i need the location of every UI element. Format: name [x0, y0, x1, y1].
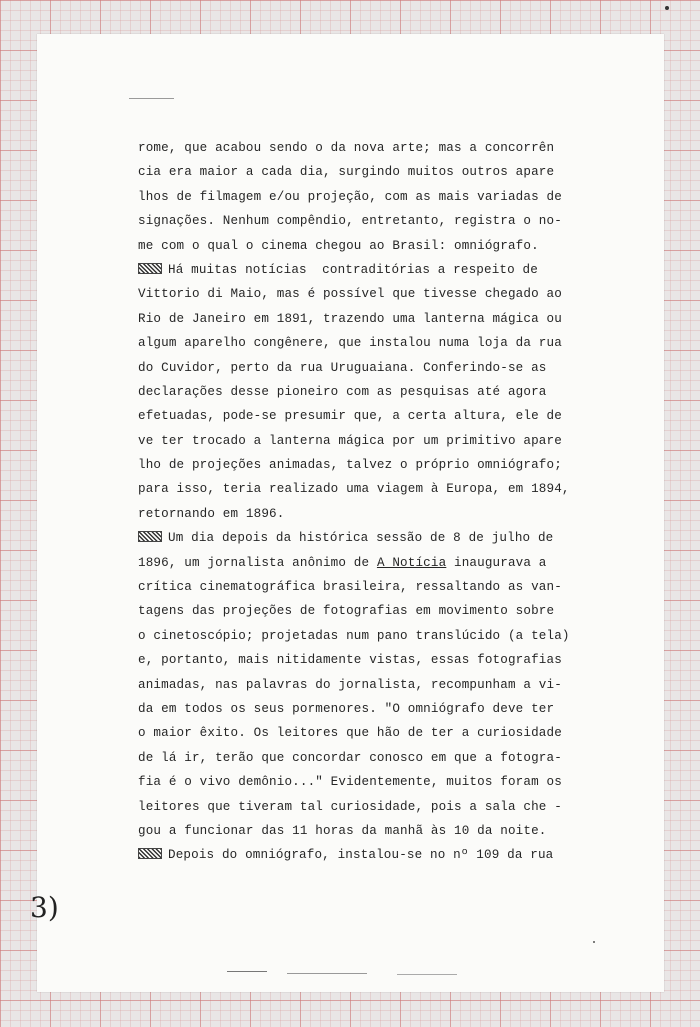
text-line: ve ter trocado a lanterna mágica por um primitivo apare	[138, 433, 562, 448]
text-line: animadas, nas palavras do jornalista, recompunham a vi-	[138, 677, 562, 692]
text-line: cia era maior a cada dia, surgindo muitos outros apare	[138, 165, 555, 180]
text-line	[138, 551, 610, 575]
newspaper-title: A Notícia	[376, 555, 447, 570]
text-line	[138, 843, 610, 867]
text-line: gou a funcionar das 11 horas da manhã às 10 da noite.	[138, 823, 547, 838]
text-line: rome, que acabou sendo o da nova arte; mas a concorrên	[138, 141, 555, 155]
text-line: do Cuvidor, perto da rua Uruguaiana. Conferindo-se as	[138, 360, 547, 375]
text-line	[138, 526, 610, 550]
text-line: leitores que tiveram tal curiosidade, pois a sala che -	[138, 799, 562, 814]
text-line: signações. Nenhum compêndio, entretanto, registra o no-	[138, 214, 562, 229]
text-run: Há muitas notícias contraditórias a respeito de	[168, 262, 538, 277]
text-line: o cinetoscópio; projetadas num pano translúcido (a tela)	[138, 628, 570, 643]
stray-mark	[129, 98, 174, 99]
text-line: lho de projeções animadas, talvez o próprio omniógrafo;	[138, 458, 562, 473]
text-run: Um dia depois da histórica sessão de 8 de julho de	[168, 531, 554, 546]
text-line: declarações desse pioneiro com as pesquisas até agora	[138, 384, 547, 399]
text-line: da em todos os seus pormenores. "O omniógrafo deve ter	[138, 701, 555, 716]
text-line: de lá ir, terão que concordar conosco em que a fotogra-	[138, 750, 562, 765]
text-line: crítica cinematográfica brasileira, ressaltando as van-	[138, 580, 562, 595]
text-line: fia é o vivo demônio..." Evidentemente, muitos foram os	[138, 775, 562, 790]
text-line: efetuadas, pode-se presumir que, a certa altura, ele de	[138, 409, 562, 424]
text-run: Depois do omniógrafo, instalou-se no nº 109 da rua	[168, 848, 554, 863]
ink-speck	[593, 941, 595, 943]
handwritten-page-number: 3)	[30, 891, 59, 924]
text-line: retornando em 1896.	[138, 506, 285, 521]
pushpin-dot	[665, 6, 669, 10]
paragraph-mark-icon	[138, 848, 162, 859]
text-line: Vittorio di Maio, mas é possível que tivesse chegado ao	[138, 287, 562, 302]
stray-mark	[227, 971, 267, 972]
paragraph-mark-icon	[138, 531, 162, 542]
stray-mark	[287, 973, 367, 974]
text-line: Rio de Janeiro em 1891, trazendo uma lanterna mágica ou	[138, 311, 562, 326]
text-run: 1896, um jornalista anônimo de	[138, 555, 377, 570]
paragraph-mark-icon	[138, 263, 162, 274]
text-run: inaugurava a	[446, 555, 547, 570]
text-line: algum aparelho congênere, que instalou numa loja da rua	[138, 336, 562, 351]
text-line: e, portanto, mais nitidamente vistas, essas fotografias	[138, 653, 562, 668]
text-line: me com o qual o cinema chegou ao Brasil: omniógrafo.	[138, 238, 539, 253]
typewritten-text	[138, 136, 610, 868]
text-line: tagens das projeções de fotografias em movimento sobre	[138, 604, 555, 619]
text-line: para isso, teria realizado uma viagem à Europa, em 1894,	[138, 482, 570, 497]
text-line: o maior êxito. Os leitores que hão de ter a curiosidade	[138, 726, 562, 741]
text-line	[138, 258, 610, 282]
text-line: lhos de filmagem e/ou projeção, com as mais variadas de	[138, 189, 562, 204]
stray-mark	[397, 974, 457, 975]
